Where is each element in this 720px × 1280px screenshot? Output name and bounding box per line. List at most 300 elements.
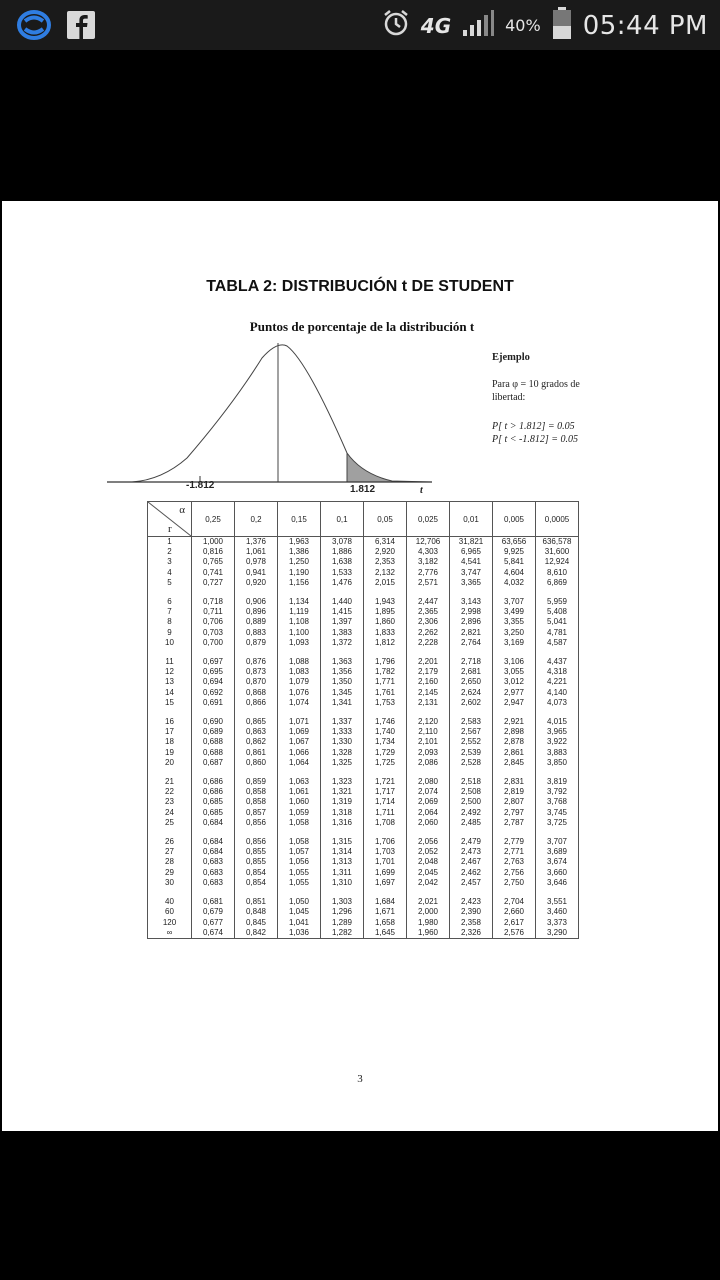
table-cell: 2,131	[407, 698, 450, 708]
table-cell: 2,467	[450, 857, 493, 867]
status-bar	[0, 0, 720, 50]
table-cell: 2,074	[407, 787, 450, 797]
table-row	[148, 698, 579, 708]
table-cell: 0,684	[192, 847, 235, 857]
table-cell: 2,624	[450, 688, 493, 698]
table-cell: 1,076	[278, 688, 321, 698]
table-cell: 1,833	[364, 628, 407, 638]
table-row	[148, 748, 579, 758]
table-cell: 1,310	[321, 878, 364, 888]
table-cell: 2,508	[450, 787, 493, 797]
table-cell: 1,067	[278, 737, 321, 747]
table-cell: 4,781	[536, 628, 579, 638]
table-cell: 1,058	[278, 837, 321, 847]
table-cell: 3,012	[493, 677, 536, 687]
table-cell: 1,156	[278, 578, 321, 588]
row-df-cell: 27	[148, 847, 192, 857]
table-cell: 2,977	[493, 688, 536, 698]
table-cell: 1,476	[321, 578, 364, 588]
table-cell: 0,870	[235, 677, 278, 687]
table-cell: 4,587	[536, 638, 579, 648]
table-cell: 1,303	[321, 897, 364, 907]
battery-percent: 40%	[505, 16, 541, 35]
example-heading: Ejemplo	[492, 352, 530, 363]
table-cell: 0,863	[235, 727, 278, 737]
table-cell: 1,771	[364, 677, 407, 687]
table-cell: 0,727	[192, 578, 235, 588]
table-cell: 3,143	[450, 597, 493, 607]
table-cell: 2,583	[450, 717, 493, 727]
table-cell: 2,052	[407, 847, 450, 857]
table-row	[148, 657, 579, 667]
table-cell: 2,779	[493, 837, 536, 847]
page-title: TABLA 2: DISTRIBUCIÓN t DE STUDENT	[206, 278, 514, 295]
table-cell: 1,699	[364, 868, 407, 878]
table-cell: 0,686	[192, 787, 235, 797]
table-cell: 0,860	[235, 758, 278, 768]
table-cell: 0,861	[235, 748, 278, 758]
table-cell: 0,691	[192, 698, 235, 708]
table-cell: 1,119	[278, 607, 321, 617]
table-cell: 3,646	[536, 878, 579, 888]
table-cell: 5,041	[536, 617, 579, 627]
t-distribution-curve	[102, 336, 442, 486]
table-cell: 2,763	[493, 857, 536, 867]
table-cell: 2,021	[407, 897, 450, 907]
table-cell: 3,883	[536, 748, 579, 758]
table-cell: 2,479	[450, 837, 493, 847]
table-cell: 3,660	[536, 868, 579, 878]
row-df-cell: 30	[148, 878, 192, 888]
table-cell: 2,080	[407, 777, 450, 787]
table-cell: 0,683	[192, 878, 235, 888]
table-row	[148, 847, 579, 857]
table-cell: 1,074	[278, 698, 321, 708]
table-cell: 2,101	[407, 737, 450, 747]
table-cell: 6,314	[364, 537, 407, 548]
table-row	[148, 907, 579, 917]
table-cell: 0,741	[192, 568, 235, 578]
table-cell: 2,602	[450, 698, 493, 708]
table-cell: 3,055	[493, 667, 536, 677]
table-cell: 9,925	[493, 547, 536, 557]
page-number: 3	[357, 1073, 363, 1085]
table-cell: 31,600	[536, 547, 579, 557]
table-cell: 1,684	[364, 897, 407, 907]
table-cell: 1,064	[278, 758, 321, 768]
table-cell: 2,423	[450, 897, 493, 907]
table-row	[148, 688, 579, 698]
table-cell: 3,355	[493, 617, 536, 627]
table-cell: 1,782	[364, 667, 407, 677]
table-cell: 2,845	[493, 758, 536, 768]
row-df-cell: 24	[148, 808, 192, 818]
table-cell: 2,681	[450, 667, 493, 677]
row-df-cell: 14	[148, 688, 192, 698]
table-cell: 0,865	[235, 717, 278, 727]
table-cell: 1,069	[278, 727, 321, 737]
table-cell: 1,108	[278, 617, 321, 627]
table-cell: 1,645	[364, 928, 407, 939]
table-cell: 0,855	[235, 857, 278, 867]
row-df-cell: 5	[148, 578, 192, 588]
table-cell: 2,045	[407, 868, 450, 878]
table-cell: 1,383	[321, 628, 364, 638]
table-cell: 1,066	[278, 748, 321, 758]
row-df-cell: 120	[148, 918, 192, 928]
table-cell: 2,262	[407, 628, 450, 638]
table-cell: 1,321	[321, 787, 364, 797]
table-cell: 2,060	[407, 818, 450, 828]
table-cell: 3,499	[493, 607, 536, 617]
column-header: 0,025	[407, 502, 450, 537]
table-cell: 0,765	[192, 557, 235, 567]
table-cell: 2,764	[450, 638, 493, 648]
table-header-row	[148, 502, 579, 537]
table-cell: 0,842	[235, 928, 278, 939]
table-cell: 0,700	[192, 638, 235, 648]
table-row	[148, 607, 579, 617]
row-df-cell: 13	[148, 677, 192, 687]
table-cell: 2,704	[493, 897, 536, 907]
table-cell: 2,015	[364, 578, 407, 588]
table-cell: 0,856	[235, 818, 278, 828]
table-cell: 1,055	[278, 868, 321, 878]
table-cell: 0,854	[235, 868, 278, 878]
table-cell: 2,787	[493, 818, 536, 828]
column-header: 0,01	[450, 502, 493, 537]
table-cell: 2,576	[493, 928, 536, 939]
table-cell: 2,567	[450, 727, 493, 737]
column-header: 0,15	[278, 502, 321, 537]
table-row	[148, 617, 579, 627]
table-row	[148, 677, 579, 687]
table-cell: 3,725	[536, 818, 579, 828]
table-row	[148, 717, 579, 727]
table-cell: 3,965	[536, 727, 579, 737]
table-cell: 3,768	[536, 797, 579, 807]
table-cell: 0,688	[192, 737, 235, 747]
row-df-cell: 10	[148, 638, 192, 648]
neg-critical-label: -1.812	[186, 480, 215, 491]
table-cell: 1,313	[321, 857, 364, 867]
table-cell: 5,408	[536, 607, 579, 617]
table-cell: 2,110	[407, 727, 450, 737]
table-cell: 1,057	[278, 847, 321, 857]
table-cell: 2,500	[450, 797, 493, 807]
table-cell: 1,315	[321, 837, 364, 847]
row-df-cell: 15	[148, 698, 192, 708]
table-cell: 1,796	[364, 657, 407, 667]
table-cell: 1,058	[278, 818, 321, 828]
row-df-cell: 8	[148, 617, 192, 627]
row-df-cell: 40	[148, 897, 192, 907]
table-cell: 2,571	[407, 578, 450, 588]
table-cell: 3,747	[450, 568, 493, 578]
table-row	[148, 578, 579, 588]
example-formula-1: P[ t > 1.812] = 0.05	[492, 421, 575, 432]
table-cell: 0,686	[192, 777, 235, 787]
table-cell: 0,866	[235, 698, 278, 708]
table-cell: 3,250	[493, 628, 536, 638]
row-df-cell: 26	[148, 837, 192, 847]
table-cell: 31,821	[450, 537, 493, 548]
row-df-cell: 3	[148, 557, 192, 567]
top-letterbox	[0, 50, 720, 200]
table-cell: 2,998	[450, 607, 493, 617]
table-cell: 3,078	[321, 537, 364, 548]
table-cell: 0,688	[192, 748, 235, 758]
table-cell: 2,306	[407, 617, 450, 627]
table-cell: 0,697	[192, 657, 235, 667]
table-cell: 2,160	[407, 677, 450, 687]
table-cell: 3,850	[536, 758, 579, 768]
table-cell: 0,687	[192, 758, 235, 768]
table-cell: 2,518	[450, 777, 493, 787]
table-cell: 1,943	[364, 597, 407, 607]
table-cell: 2,861	[493, 748, 536, 758]
row-df-cell: 2	[148, 547, 192, 557]
table-cell: 2,093	[407, 748, 450, 758]
table-cell: 0,857	[235, 808, 278, 818]
column-header: 0,0005	[536, 502, 579, 537]
table-cell: 1,533	[321, 568, 364, 578]
table-cell: 2,718	[450, 657, 493, 667]
table-cell: 12,924	[536, 557, 579, 567]
r-symbol: r	[168, 523, 172, 535]
table-cell: 1,071	[278, 717, 321, 727]
table-cell: 2,473	[450, 847, 493, 857]
table-cell: 2,947	[493, 698, 536, 708]
row-df-cell: 1	[148, 537, 192, 548]
table-cell: 1,093	[278, 638, 321, 648]
table-row	[148, 597, 579, 607]
table-cell: 1,350	[321, 677, 364, 687]
table-cell: 1,386	[278, 547, 321, 557]
page-subtitle: Puntos de porcentaje de la distribución t	[249, 319, 475, 334]
table-cell: 0,679	[192, 907, 235, 917]
table-row	[148, 818, 579, 828]
column-header: 0,2	[235, 502, 278, 537]
table-cell: 1,323	[321, 777, 364, 787]
row-df-cell: 9	[148, 628, 192, 638]
row-df-cell: 22	[148, 787, 192, 797]
table-cell: 2,771	[493, 847, 536, 857]
table-cell: 3,365	[450, 578, 493, 588]
table-cell: 2,896	[450, 617, 493, 627]
table-cell: 0,677	[192, 918, 235, 928]
table-cell: 0,683	[192, 857, 235, 867]
table-cell: 2,756	[493, 868, 536, 878]
table-cell: 2,457	[450, 878, 493, 888]
table-cell: 0,868	[235, 688, 278, 698]
row-df-cell: 19	[148, 748, 192, 758]
group-spacer	[148, 708, 579, 717]
table-cell: 2,878	[493, 737, 536, 747]
table-cell: 3,290	[536, 928, 579, 939]
table-cell: 1,415	[321, 607, 364, 617]
table-cell: 1,050	[278, 897, 321, 907]
table-cell: 0,848	[235, 907, 278, 917]
table-cell: 1,056	[278, 857, 321, 867]
table-cell: 2,660	[493, 907, 536, 917]
table-row	[148, 797, 579, 807]
table-cell: 12,706	[407, 537, 450, 548]
table-row	[148, 868, 579, 878]
table-cell: 0,906	[235, 597, 278, 607]
table-cell: 2,390	[450, 907, 493, 917]
row-df-cell: 7	[148, 607, 192, 617]
table-cell: 1,041	[278, 918, 321, 928]
table-cell: 0,692	[192, 688, 235, 698]
table-cell: 3,922	[536, 737, 579, 747]
bottom-letterbox	[0, 1132, 720, 1280]
table-cell: 1,282	[321, 928, 364, 939]
table-cell: 0,684	[192, 837, 235, 847]
table-cell: 0,858	[235, 797, 278, 807]
table-cell: 1,812	[364, 638, 407, 648]
row-df-cell: 12	[148, 667, 192, 677]
table-cell: 1,296	[321, 907, 364, 917]
table-cell: 1,190	[278, 568, 321, 578]
table-row	[148, 547, 579, 557]
table-cell: 8,610	[536, 568, 579, 578]
alarm-icon	[381, 8, 411, 43]
table-cell: 3,551	[536, 897, 579, 907]
table-cell: 1,088	[278, 657, 321, 667]
table-cell: 1,711	[364, 808, 407, 818]
table-cell: 5,841	[493, 557, 536, 567]
table-cell: 2,462	[450, 868, 493, 878]
table-cell: 3,792	[536, 787, 579, 797]
table-cell: 0,706	[192, 617, 235, 627]
table-cell: 0,879	[235, 638, 278, 648]
group-spacer	[148, 768, 579, 777]
group-spacer	[148, 888, 579, 897]
table-row	[148, 808, 579, 818]
table-cell: 1,060	[278, 797, 321, 807]
table-cell: 2,831	[493, 777, 536, 787]
table-cell: 2,145	[407, 688, 450, 698]
table-cell: 1,721	[364, 777, 407, 787]
table-cell: 4,318	[536, 667, 579, 677]
table-cell: 4,073	[536, 698, 579, 708]
table-cell: 1,701	[364, 857, 407, 867]
row-df-cell: 29	[148, 868, 192, 878]
table-cell: 1,706	[364, 837, 407, 847]
table-cell: 2,921	[493, 717, 536, 727]
table-cell: 4,604	[493, 568, 536, 578]
table-cell: 5,959	[536, 597, 579, 607]
table-cell: 1,729	[364, 748, 407, 758]
table-cell: 1,318	[321, 808, 364, 818]
table-cell: 3,707	[493, 597, 536, 607]
table-cell: 2,353	[364, 557, 407, 567]
table-cell: 4,541	[450, 557, 493, 567]
table-cell: 0,876	[235, 657, 278, 667]
table-cell: 1,363	[321, 657, 364, 667]
table-cell: 0,941	[235, 568, 278, 578]
table-cell: 1,316	[321, 818, 364, 828]
table-cell: 1,397	[321, 617, 364, 627]
group-spacer	[148, 828, 579, 837]
table-cell: 0,845	[235, 918, 278, 928]
table-cell: 0,978	[235, 557, 278, 567]
example-box	[492, 351, 612, 446]
table-cell: 1,079	[278, 677, 321, 687]
table-cell: 0,694	[192, 677, 235, 687]
table-cell: 1,746	[364, 717, 407, 727]
table-cell: 1,725	[364, 758, 407, 768]
row-df-cell: 20	[148, 758, 192, 768]
table-cell: 0,711	[192, 607, 235, 617]
axis-t-label: t	[420, 485, 423, 496]
group-spacer	[148, 648, 579, 657]
t-table	[147, 501, 579, 939]
table-cell: 2,365	[407, 607, 450, 617]
table-cell: 1,083	[278, 667, 321, 677]
table-cell: 4,437	[536, 657, 579, 667]
table-cell: 1,697	[364, 878, 407, 888]
table-cell: 2,776	[407, 568, 450, 578]
document-page[interactable]	[2, 201, 718, 1131]
row-df-cell: 23	[148, 797, 192, 807]
table-cell: 1,734	[364, 737, 407, 747]
table-cell: 0,681	[192, 897, 235, 907]
table-cell: 1,250	[278, 557, 321, 567]
table-cell: 2,132	[364, 568, 407, 578]
table-cell: 1,328	[321, 748, 364, 758]
table-row	[148, 918, 579, 928]
table-row	[148, 568, 579, 578]
table-cell: 1,740	[364, 727, 407, 737]
table-cell: 1,045	[278, 907, 321, 917]
table-cell: 1,063	[278, 777, 321, 787]
table-cell: 2,042	[407, 878, 450, 888]
table-cell: 1,440	[321, 597, 364, 607]
table-row	[148, 857, 579, 867]
table-cell: 1,960	[407, 928, 450, 939]
row-df-cell: 6	[148, 597, 192, 607]
table-cell: 3,707	[536, 837, 579, 847]
table-cell: 1,980	[407, 918, 450, 928]
table-cell: 1,714	[364, 797, 407, 807]
column-header: 0,1	[321, 502, 364, 537]
row-df-cell: 28	[148, 857, 192, 867]
table-cell: 2,485	[450, 818, 493, 828]
battery-icon	[551, 6, 573, 45]
table-cell: 0,685	[192, 808, 235, 818]
table-cell: 1,100	[278, 628, 321, 638]
table-cell: 3,169	[493, 638, 536, 648]
row-df-cell: 16	[148, 717, 192, 727]
table-cell: 1,671	[364, 907, 407, 917]
table-cell: 2,617	[493, 918, 536, 928]
table-cell: 1,895	[364, 607, 407, 617]
table-cell: 1,753	[364, 698, 407, 708]
table-cell: 1,330	[321, 737, 364, 747]
table-cell: 0,718	[192, 597, 235, 607]
pos-critical-label: 1.812	[350, 484, 376, 495]
table-cell: 0,859	[235, 777, 278, 787]
table-cell: 2,539	[450, 748, 493, 758]
table-cell: 2,807	[493, 797, 536, 807]
table-cell: 2,898	[493, 727, 536, 737]
table-cell: 2,920	[364, 547, 407, 557]
table-row	[148, 928, 579, 939]
table-cell: 3,819	[536, 777, 579, 787]
table-cell: 4,140	[536, 688, 579, 698]
